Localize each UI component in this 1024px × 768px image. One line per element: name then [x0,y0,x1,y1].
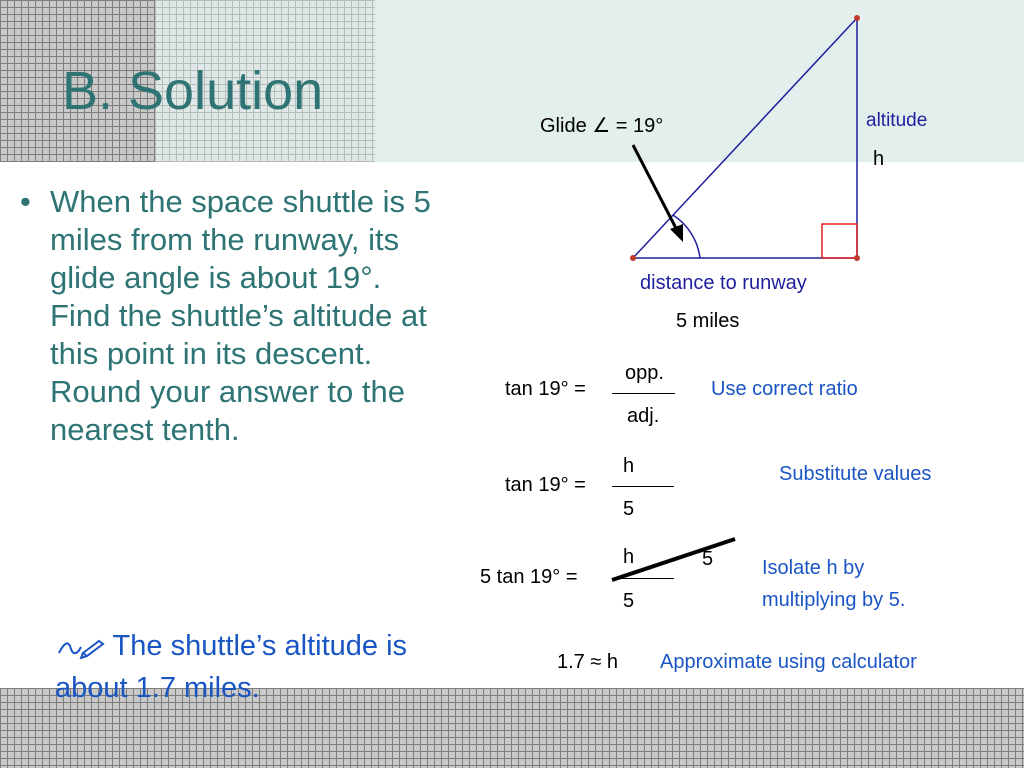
glide-angle-label: Glide ∠ = 19° [540,115,664,137]
altitude-variable: h [873,148,885,170]
step3-note-line2: multiplying by 5. [762,589,906,611]
step2-note: Substitute values [779,463,932,485]
step2-numerator: h [623,455,635,477]
triangle-hypotenuse [633,18,857,258]
right-angle-marker [822,224,857,258]
vertex-dot [630,255,636,261]
step2-fraction-bar [612,486,674,487]
step1-lhs: tan 19° = [505,378,586,400]
step3-fraction-bar [612,578,674,579]
step3-multiplier: 5 [702,548,714,570]
step1-numerator: opp. [625,362,664,384]
glide-arrow-shaft [633,145,680,236]
problem-text: When the space shuttle is 5 miles from the runway, its glide angle is about 19°. Find the shuttle’s altitude at this point in its descent. Round your answer to the nearest tenth. [50,184,431,447]
step1-fraction-bar [612,393,675,394]
step1-denominator: adj. [627,405,660,427]
vertex-dot [854,15,860,21]
slide-title: B. Solution [62,61,324,121]
step4-note: Approximate using calculator [660,651,917,673]
glide-angle-arc [673,215,700,258]
bullet-dot: • [20,184,31,219]
step3-note-line1: Isolate h by [762,557,865,579]
step3-numerator: h [623,546,635,568]
step3-lhs: 5 tan 19° = [480,566,578,588]
vertex-dot [854,255,860,261]
step4-result: 1.7 ≈ h [557,651,619,673]
distance-label: distance to runway [640,272,807,294]
step1-note: Use correct ratio [711,378,858,400]
distance-value: 5 miles [676,310,740,332]
altitude-label: altitude [866,110,928,131]
step2-lhs: tan 19° = [505,474,586,496]
glide-arrow-head [670,224,683,242]
step2-denominator: 5 [623,498,635,520]
answer-text: The shuttle’s altitude is about 1.7 miles. [55,630,408,704]
step3-denominator: 5 [623,590,635,612]
